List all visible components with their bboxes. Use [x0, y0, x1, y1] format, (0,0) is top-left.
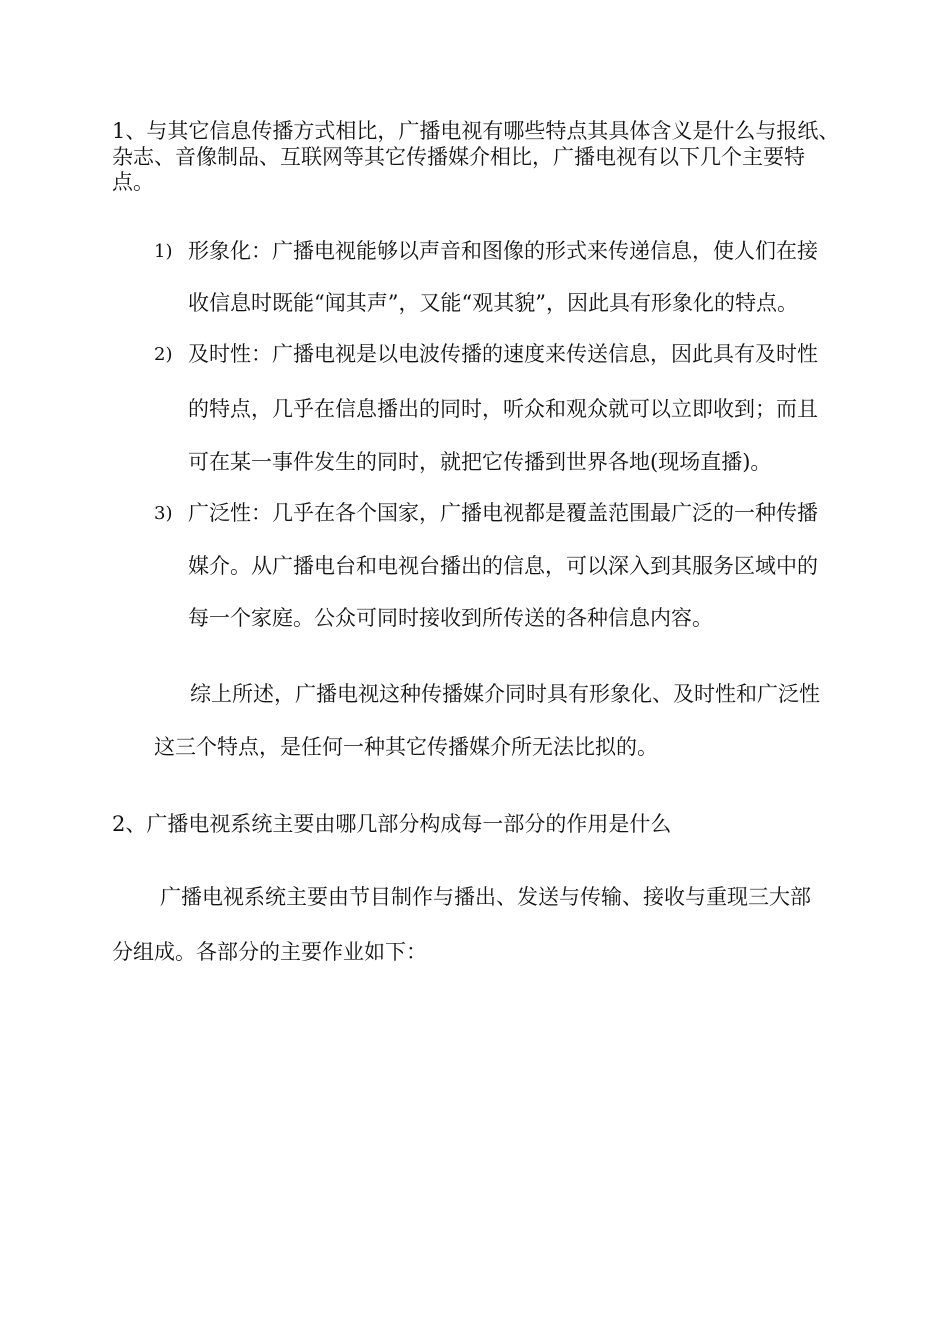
- feature-text-line: 的特点，几乎在信息播出的同时，听众和观众就可以立即收到；而且: [188, 397, 818, 421]
- question-1-line: 1、与其它信息传播方式相比，广播电视有哪些特点其具体含义是什么与报纸、: [112, 119, 840, 143]
- feature-number: 3): [154, 503, 173, 524]
- feature-text-line: 媒介。从广播电台和电视台播出的信息，可以深入到其服务区域中的: [188, 554, 818, 578]
- feature-text-line: 形象化：广播电视能够以声音和图像的形式来传递信息，使人们在接: [188, 239, 818, 263]
- question-2-title: 2、广播电视系统主要由哪几部分构成每一部分的作用是什么: [112, 812, 672, 836]
- feature-text-line: 广泛性：几乎在各个国家，广播电视都是覆盖范围最广泛的一种传播: [188, 501, 818, 525]
- feature-text-line: 可在某一事件发生的同时，就把它传播到世界各地(现场直播)。: [188, 450, 772, 474]
- feature-text-line: 每一个家庭。公众可同时接收到所传送的各种信息内容。: [188, 606, 713, 630]
- feature-text-line: 及时性：广播电视是以电波传播的速度来传送信息，因此具有及时性: [188, 342, 818, 366]
- answer-line: 广播电视系统主要由节目制作与播出、发送与传输、接收与重现三大部: [160, 885, 811, 909]
- answer-line: 分组成。各部分的主要作业如下：: [112, 940, 427, 964]
- feature-number: 2): [154, 344, 173, 365]
- question-1-line: 点。: [112, 170, 154, 194]
- summary-line: 这三个特点，是任何一种其它传播媒介所无法比拟的。: [154, 735, 658, 759]
- feature-text-line: 收信息时既能“闻其声”，又能“观其貌”，因此具有形象化的特点。: [188, 291, 798, 315]
- feature-number: 1): [154, 241, 173, 262]
- summary-line: 综上所述，广播电视这种传播媒介同时具有形象化、及时性和广泛性: [190, 682, 820, 706]
- question-1-line: 杂志、音像制品、互联网等其它传播媒介相比，广播电视有以下几个主要特: [112, 145, 805, 169]
